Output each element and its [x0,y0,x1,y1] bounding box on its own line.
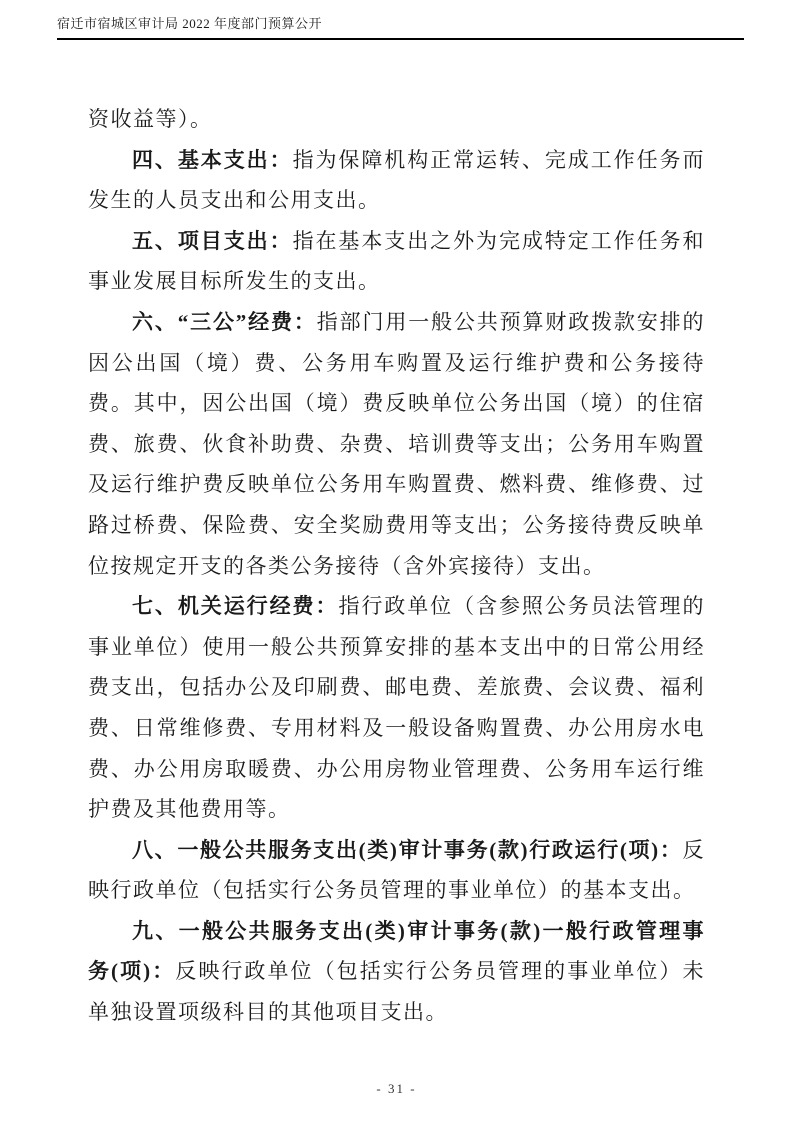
page-footer [0,1080,793,1098]
paragraph [88,830,705,911]
paragraph-lead: 九、一般公共服务支出(类)审计事务(款)一般行政管理事务(项)： [88,918,705,984]
paragraph-text: 反映行政单位（包括实行公务员管理的事业单位）未单独设置项级科目的其他项目支出。 [88,959,705,1025]
paragraph-lead: 八、一般公共服务支出(类)审计事务(款)行政运行(项)： [132,837,683,862]
header-title: 宿迁市宿城区审计局 2022 年度部门预算公开 [57,16,323,31]
paragraph-text: 指为保障机构正常运转、完成工作任务而发生的人员支出和公用支出。 [88,147,705,213]
paragraph-lead: 六、“三公”经费： [132,309,317,334]
paragraph [88,586,705,830]
paragraph-lead: 七、机关运行经费： [132,594,339,619]
paragraph [88,140,705,221]
document-body [88,99,705,1033]
paragraph-text: 资收益等）。 [88,107,213,131]
paragraph [88,911,705,1033]
page-header [57,13,744,40]
paragraph-text: 指部门用一般公共预算财政拨款安排的因公出国（境）费、公务用车购置及运行维护费和公务接待费。其中，因公出国（境）费反映单位公务出国（境）的住宿费、旅费、伙食补助费、杂费、培训费等支出；公务用车购置及运行维护费反映单位公务用车购置费、燃料费、维修费、过路过桥费、保险费、安全奖励费用等支出；公务接待费反映单位按规定开支的各类公务接待（含外宾接待）支出。 [88,309,706,578]
page-number: - 31 - [376,1081,417,1096]
paragraph [88,99,705,140]
header-rule-divider [57,38,744,40]
paragraph-lead: 四、基本支出： [132,147,293,172]
paragraph-text: 反映行政单位（包括实行公务员管理的事业单位）的基本支出。 [88,837,705,903]
paragraph [88,221,705,302]
paragraph-lead: 五、项目支出： [132,228,293,253]
paragraph-text: 指在基本支出之外为完成特定工作任务和事业发展目标所发生的支出。 [88,228,705,294]
paragraph [88,302,705,586]
paragraph-text: 指行政单位（含参照公务员法管理的事业单位）使用一般公共预算安排的基本支出中的日常公用经费支出，包括办公及印刷费、邮电费、差旅费、会议费、福利费、日常维修费、专用材料及一般设备购置费、办公用房水电费、办公用房取暖费、办公用房物业管理费、公务用车运行维护费及其他费用等。 [88,594,705,822]
